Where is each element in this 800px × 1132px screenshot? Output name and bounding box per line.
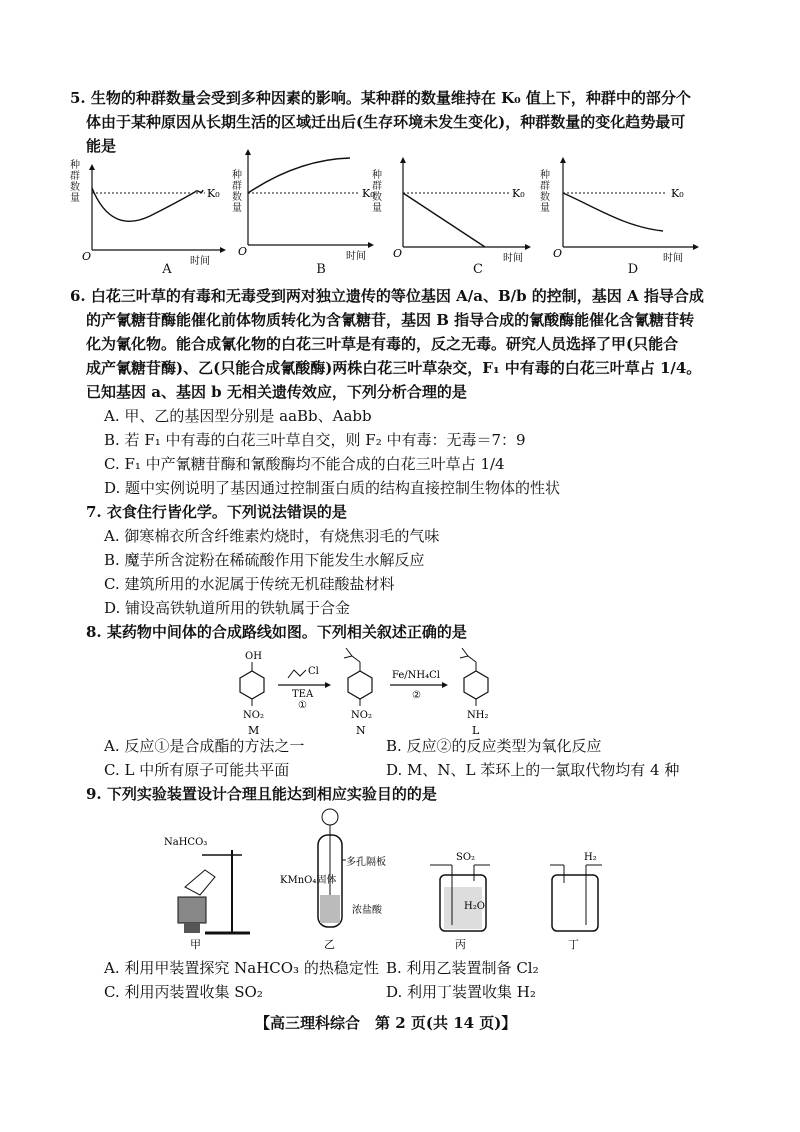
q6-option-d: D. 题中实例说明了基因通过控制蛋白质的结构直接控制生物体的性状 [104, 479, 561, 497]
q6-line4: 成产氰糖苷酶)、乙(只能合成氰酸酶)两株白花三叶草杂交，F₁ 中有毒的白花三叶草占 1/4。 [86, 359, 702, 377]
graph-a-origin: O [82, 250, 92, 263]
graph-c-label: C [473, 262, 483, 277]
graph-b-origin: O [238, 245, 248, 258]
q9-option-b: B. 利用乙装置制备 Cl₂ [386, 959, 539, 977]
bing-water: H₂O [464, 901, 485, 912]
l-bottom: NH₂ [467, 710, 489, 721]
jia-reagent: NaHCO₃ [164, 837, 208, 848]
q5-line2: 体由于某种原因从长期生活的区域迁出后(生存环境未发生变化)，种群数量的变化趋势最可 [86, 113, 686, 131]
q8-line1: 8. 某药物中间体的合成路线如图。下列相关叙述正确的是 [86, 623, 467, 641]
q9-option-c: C. 利用丙装置收集 SO₂ [104, 983, 263, 1001]
reagent-2: Fe/NH₄Cl [392, 670, 441, 681]
m-top: OH [245, 651, 262, 662]
graph-b-xlabel: 时间 [346, 251, 366, 262]
m-label: M [248, 724, 260, 737]
l-label: L [472, 724, 480, 737]
q7-line1: 7. 衣食住行皆化学。下列说法错误的是 [86, 503, 347, 521]
bing-gas: SO₂ [456, 852, 476, 863]
yi-plate: 多孔隔板 [346, 857, 386, 868]
graph-d [545, 155, 715, 265]
reagent-1: Cl [308, 666, 319, 677]
q6-line3: 化为氰化物。能合成氰化物的白花三叶草是有毒的，反之无毒。研究人员选择了甲(只能合 [86, 335, 679, 353]
jia-label: 甲 [190, 938, 201, 950]
graph-d-ylabel: 种群数量 [540, 170, 550, 214]
q6-line5: 已知基因 a、基因 b 无相关遗传效应，下列分析合理的是 [86, 383, 467, 401]
q9-apparatus [150, 805, 620, 950]
graph-d-k: K₀ [671, 187, 684, 200]
q6-option-b: B. 若 F₁ 中有毒的白花三叶草自交，则 F₂ 中有毒：无毒＝7：9 [104, 431, 526, 449]
yi-label: 乙 [324, 938, 335, 950]
graph-a [70, 160, 230, 280]
page-footer: 【高三理科综合 第 2 页(共 14 页)】 [255, 1014, 517, 1032]
ding-label: 丁 [568, 938, 579, 950]
q9-option-a: A. 利用甲装置探究 NaHCO₃ 的热稳定性 [104, 959, 379, 977]
q6-option-a: A. 甲、乙的基因型分别是 aaBb、Aabb [104, 407, 372, 425]
graph-b-k: K₀ [362, 187, 375, 200]
graph-a-k: K₀ [207, 187, 220, 200]
q6-option-c: C. F₁ 中产氰糖苷酶和氰酸酶均不能合成的白花三叶草占 1/4 [104, 455, 505, 473]
step-1: ① [298, 700, 307, 711]
q7-option-b: B. 魔芋所含淀粉在稀硫酸作用下能发生水解反应 [104, 551, 425, 569]
graph-b [228, 145, 388, 265]
q5-line3: 能是 [86, 137, 117, 155]
q6-line2: 的产氰糖苷酶能催化前体物质转化为含氰糖苷，基因 B 指导合成的氰酸酶能催化含氰糖苷转 [86, 311, 695, 329]
q7-option-a: A. 御寒棉衣所含纤维素灼烧时，有烧焦羽毛的气味 [104, 527, 440, 545]
graph-d-label: D [627, 262, 639, 277]
q8-option-c: C. L 中所有原子可能共平面 [104, 761, 290, 779]
graph-c [385, 155, 545, 265]
graph-d-xlabel: 时间 [663, 253, 683, 264]
yi-acid: 浓盐酸 [352, 905, 382, 916]
graph-a-ylabel: 种群数量 [70, 160, 80, 204]
n-label: N [356, 724, 366, 737]
step-2: ② [412, 690, 421, 701]
q9-option-d: D. 利用丁装置收集 H₂ [386, 983, 536, 1001]
graph-c-k: K₀ [512, 187, 525, 200]
q8-scheme [220, 640, 520, 740]
graph-c-ylabel: 种群数量 [372, 170, 382, 214]
graph-a-xlabel: 时间 [190, 256, 210, 267]
q6-line1: 6. 白花三叶草的有毒和无毒受到两对独立遗传的等位基因 A/a、B/b 的控制，基因 A 指导合成 [70, 287, 704, 305]
q8-option-a: A. 反应①是合成酯的方法之一 [104, 737, 305, 755]
graph-b-ylabel: 种群数量 [232, 170, 242, 214]
graph-c-origin: O [393, 247, 403, 260]
graph-a-label: A [162, 262, 172, 277]
q7-option-c: C. 建筑所用的水泥属于传统无机硅酸盐材料 [104, 575, 395, 593]
bing-label: 丙 [455, 938, 466, 950]
q5-line1: 5. 生物的种群数量会受到多种因素的影响。某种群的数量维持在 K₀ 值上下，种群中的部分个 [70, 89, 691, 107]
n-bottom: NO₂ [351, 710, 372, 721]
cond-1: TEA [292, 689, 314, 700]
ding-gas: H₂ [584, 852, 597, 863]
graph-b-label: B [316, 262, 326, 277]
q8-option-d: D. M、N、L 苯环上的一氯取代物均有 4 种 [386, 761, 680, 779]
graph-d-origin: O [553, 247, 563, 260]
yi-solid: KMnO₄固体 [280, 875, 337, 886]
q8-option-b: B. 反应②的反应类型为氧化反应 [386, 737, 602, 755]
q7-option-d: D. 铺设高铁轨道所用的铁轨属于合金 [104, 599, 351, 617]
q9-line1: 9. 下列实验装置设计合理且能达到相应实验目的的是 [86, 785, 437, 803]
graph-c-xlabel: 时间 [503, 253, 523, 264]
m-bottom: NO₂ [243, 710, 264, 721]
